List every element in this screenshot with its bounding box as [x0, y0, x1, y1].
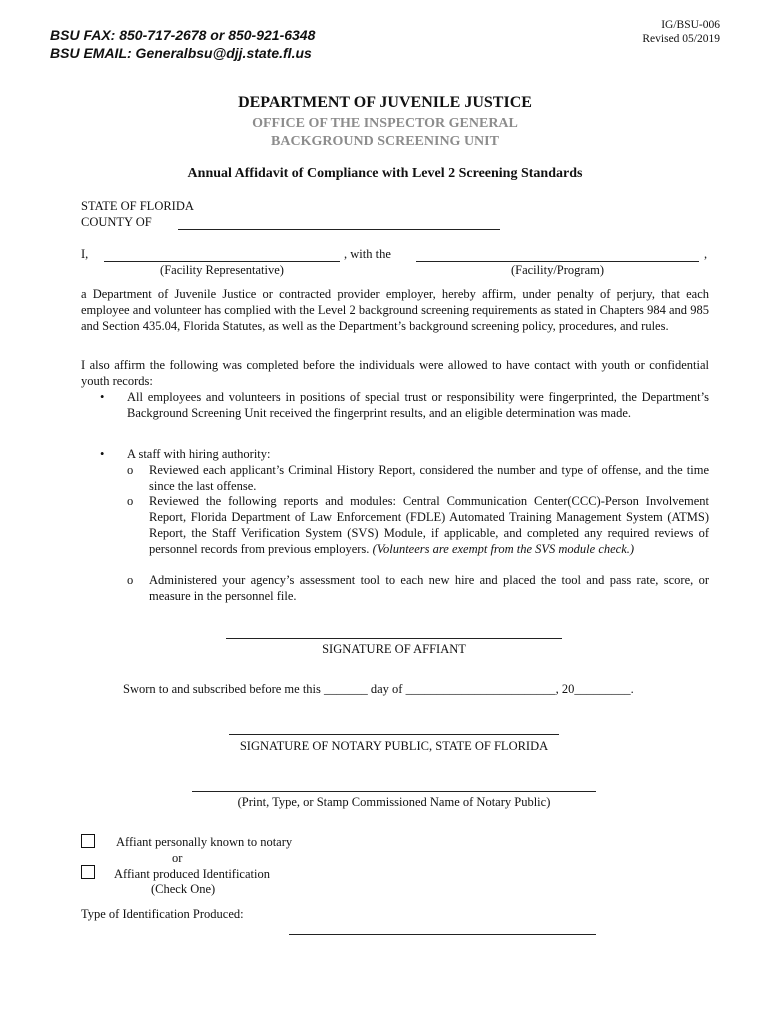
county-line — [178, 229, 500, 230]
volunteers-exempt-note: (Volunteers are exempt from the SVS module check.) — [372, 542, 635, 556]
identification-type-label: Type of Identification Produced: — [81, 907, 244, 921]
department-title: DEPARTMENT OF JUVENILE JUSTICE — [238, 94, 532, 111]
facility-representative-caption: (Facility Representative) — [160, 263, 284, 277]
assessment-tool-requirement: Administered your agency’s assessment tool to each new hire and placed the tool and pass rate, score, or measure in the personnel file. — [149, 573, 709, 603]
fingerprint-requirement: All employees and volunteers in positions of special trust or responsibility were fingerprinted, the Department’s Background Screening Unit received the fingerprint results, and an eligible determination was made. — [127, 390, 709, 420]
identification-type-line — [289, 934, 596, 935]
affiant-signature-line[interactable] — [226, 638, 562, 639]
sub-bullet-mark: o — [127, 463, 134, 477]
hiring-authority-requirement: A staff with hiring authority: — [127, 447, 271, 461]
office-line-1: OFFICE OF THE INSPECTOR GENERAL — [252, 116, 518, 131]
state-label: STATE OF FLORIDA — [81, 199, 194, 213]
form-title: Annual Affidavit of Compliance with Level 2 Screening Standards — [187, 166, 583, 181]
list-item — [127, 493, 709, 557]
office-line-2: BACKGROUND SCREENING UNIT — [271, 134, 499, 149]
sworn-statement: Sworn to and subscribed before me this _______ day of ________________________, 20_________. — [123, 682, 634, 696]
list-item — [127, 462, 709, 494]
reports-modules-text: Reviewed the following reports and modules: Central Communication Center(CCC)-Person Involvement Report, Florida Department of Law Enforcement (FDLE) Automated Training Management System (ATMS) Report, the Staff Verification System (SVS) Module, if applicable, and completed any required reviews of personnel records from previous employers. — [149, 494, 709, 556]
list-item — [100, 446, 709, 462]
bsu-fax: BSU FAX: 850-717-2678 or 850-921-6348 — [50, 27, 316, 43]
notary-signature-line[interactable] — [229, 734, 559, 735]
reports-modules-review — [149, 493, 709, 557]
produced-identification-label: Affiant produced Identification — [114, 867, 270, 881]
check-one-label: (Check One) — [151, 882, 216, 896]
affiant-suffix: , — [704, 247, 708, 261]
affiant-signature-caption: SIGNATURE OF AFFIANT — [322, 642, 466, 656]
bullet-mark: • — [100, 447, 105, 461]
affirmation-paragraph: a Department of Juvenile Justice or contracted provider employer, hereby affirm, under penalty of perjury, that each employee and volunteer has complied with the Level 2 background screening requirements as stated in Chapters 984 and 985 and Section 435.04, Florida Statutes, as well as the Department’s background screening policy, procedures, and rules. — [81, 287, 709, 333]
bsu-email: BSU EMAIL: Generalbsu@djj.state.fl.us — [50, 45, 312, 61]
list-item — [127, 572, 709, 604]
revision-date: Revised 05/2019 — [642, 33, 720, 45]
produced-identification-checkbox[interactable] — [81, 865, 95, 879]
or-label: or — [172, 851, 183, 865]
form-number: IG/BSU-006 — [661, 19, 720, 31]
sub-bullet-mark: o — [127, 494, 134, 508]
notary-name-caption: (Print, Type, or Stamp Commissioned Name of Notary Public) — [237, 795, 551, 809]
with-the-text: , with the — [344, 247, 391, 261]
list-item — [100, 389, 709, 421]
also-affirm-paragraph: I also affirm the following was completed before the individuals were allowed to have contact with youth or confidential youth records: — [81, 358, 709, 388]
bullet-mark: • — [100, 390, 105, 404]
personally-known-checkbox[interactable] — [81, 834, 95, 848]
notary-name-line[interactable] — [192, 791, 596, 792]
form-id-block — [642, 18, 720, 46]
county-label: COUNTY OF — [81, 215, 152, 229]
facility-program-caption: (Facility/Program) — [510, 263, 605, 277]
criminal-history-review: Reviewed each applicant’s Criminal History Report, considered the number and type of offense, and the time since the last offense. — [149, 463, 709, 493]
sub-bullet-mark: o — [127, 573, 134, 587]
personally-known-label: Affiant personally known to notary — [116, 835, 293, 849]
affiant-prefix: I, — [81, 247, 89, 261]
notary-signature-caption: SIGNATURE OF NOTARY PUBLIC, STATE OF FLORIDA — [239, 739, 549, 753]
